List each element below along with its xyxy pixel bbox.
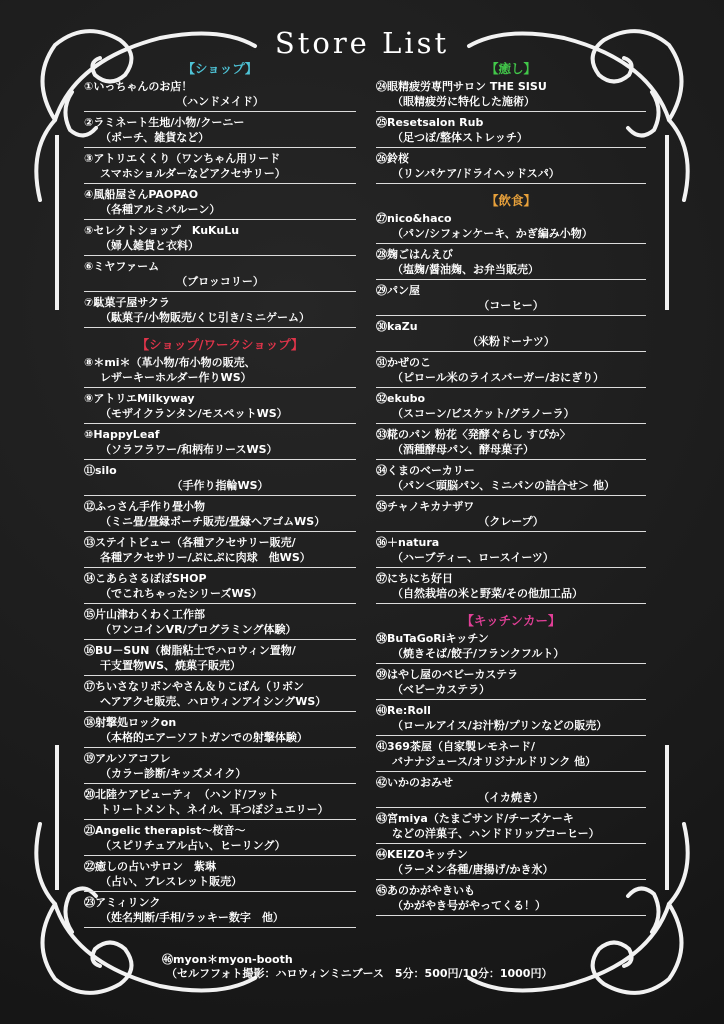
- store-description: （本格的エアーソフトガンでの射撃体験）: [100, 730, 308, 744]
- store-name: ㉟チャノキカナザワ: [376, 500, 475, 513]
- store-entry: [376, 776, 646, 808]
- store-description: （かがやき号がやってくる！）: [392, 898, 546, 912]
- store-name: ⑤セレクトショップ KuKuLu: [84, 224, 240, 237]
- store-entry: [84, 644, 356, 676]
- store-name: ②ラミネート生地/小物/クーニー: [84, 116, 245, 129]
- store-entry: [84, 116, 356, 148]
- store-entry: [376, 392, 646, 424]
- store-entry: [84, 788, 356, 820]
- store-name: ⑨アトリエMilkyway: [84, 392, 195, 405]
- store-name: ⑭こあらさるぼぼSHOP: [84, 572, 207, 585]
- store-entry: [376, 464, 646, 496]
- store-entry: [376, 320, 646, 352]
- store-name: ⑫ふっさん手作り畳小物: [84, 500, 205, 513]
- store-description: （姓名判断/手相/ラッキー数字 他）: [100, 910, 284, 924]
- store-entry: [84, 296, 356, 328]
- store-name: ①いっちゃんのお店！: [84, 80, 193, 93]
- store-entry: [84, 752, 356, 784]
- store-entry: [376, 212, 646, 244]
- right-column: [376, 62, 646, 926]
- store-description: バナナジュース/オリジナルドリンク 他）: [392, 754, 597, 768]
- store-description: （ハンドメイド）: [176, 94, 264, 108]
- store-entry: [84, 680, 356, 712]
- store-description: （セルフフォト撮影：ハロウィンミニブース 5分：500円/10分：1000円）: [166, 967, 553, 980]
- category-heading: 【ショップ】: [182, 61, 258, 76]
- store-description: （ワンコインVR/プログラミング体験）: [100, 622, 297, 636]
- store-name: ㉘麹ごはんえび: [376, 248, 453, 261]
- store-name: ⑩HappyLeaf: [84, 428, 160, 441]
- store-name: ㉕Resetsalon Rub: [376, 116, 484, 129]
- category-heading: 【キッチンカー】: [461, 613, 561, 628]
- store-description: （ソラフラワー/和柄布リースWS）: [100, 442, 278, 456]
- store-entry: [84, 536, 356, 568]
- store-description: （米粉ドーナツ）: [467, 334, 555, 348]
- store-entry: [376, 884, 646, 916]
- store-name: ㉑Angelic therapist～桜音～: [84, 824, 246, 837]
- store-entry: [84, 896, 356, 928]
- store-name: ㉞くまのベーカリー: [376, 464, 475, 477]
- store-description: （焼きそば/餃子/フランクフルト）: [392, 646, 565, 660]
- store-entry: [376, 80, 646, 112]
- store-entry: [376, 356, 646, 388]
- page-title: Store List: [274, 26, 450, 60]
- store-name: ㉓アミィリンク: [84, 896, 161, 909]
- store-description: （婦人雑貨と衣料）: [100, 238, 199, 252]
- section-gap: [376, 920, 646, 926]
- store-description: スマホショルダーなどアクセサリー）: [100, 166, 286, 180]
- store-name: ㉜ekubo: [376, 392, 426, 405]
- store-description: （ラーメン各種/唐揚げ/かき氷）: [392, 862, 554, 876]
- store-name: ⑳北陸ケアビューティ （ハンド/フット: [84, 788, 279, 801]
- store-name: ㊹KEIZOキッチン: [376, 848, 468, 861]
- store-entry: [84, 152, 356, 184]
- store-description: （リンパケア/ドライヘッドスパ）: [392, 166, 560, 180]
- store-name: ⑮片山津わくわく工作部: [84, 608, 205, 621]
- store-name: ㊷いかのおみせ: [376, 776, 453, 789]
- store-entry: [84, 188, 356, 220]
- store-description: （ミニ畳/畳縁ポーチ販売/畳縁ヘアゴムWS）: [100, 514, 326, 528]
- store-entry: [84, 824, 356, 856]
- store-description: （パン/シフォンケーキ、かぎ編み小物）: [392, 226, 593, 240]
- store-entry: [84, 428, 356, 460]
- store-entry: [84, 608, 356, 640]
- store-description: （ベビーカステラ）: [392, 682, 491, 696]
- store-description: （でこれちゃったシリーズWS）: [100, 586, 263, 600]
- store-name: ㉔眼精疲労専門サロン THE SISU: [376, 80, 547, 93]
- store-description: トリートメント、ネイル、耳つぼジュエリー）: [100, 802, 329, 816]
- bottom-store-entry: [162, 953, 582, 981]
- store-description: （眼精疲労に特化した施術）: [392, 94, 535, 108]
- store-description: （クレープ）: [478, 514, 544, 528]
- store-name: ⑪silo: [84, 464, 117, 477]
- store-name: ㉖鈴桜: [376, 152, 409, 165]
- store-description: （ブロッコリー）: [176, 274, 264, 288]
- store-description: （占い、ブレスレット販売）: [100, 874, 243, 888]
- store-entry: [84, 572, 356, 604]
- store-entry: [84, 224, 356, 256]
- store-description: 干支置物WS、焼菓子販売）: [100, 658, 242, 672]
- store-name: ㉝糀のパン 粉花〈発酵ぐらし すぴか〉: [376, 428, 571, 441]
- store-description: 各種アクセサリー/ぷにぷに肉球 他WS）: [100, 550, 311, 564]
- store-name: ㊵Re:Roll: [376, 704, 431, 717]
- store-entry: [376, 152, 646, 184]
- store-entry: [376, 668, 646, 700]
- store-name: ㉒癒しの占いサロン 紫琳: [84, 860, 216, 873]
- store-description: などの洋菓子、ハンドドリップコーヒー）: [392, 826, 600, 840]
- store-entry: [376, 704, 646, 736]
- store-entry: [376, 632, 646, 664]
- store-entry: [376, 500, 646, 532]
- store-entry: [376, 740, 646, 772]
- left-column: [84, 62, 356, 938]
- store-description: （カラー診断/キッズメイク）: [100, 766, 247, 780]
- store-entry: [376, 812, 646, 844]
- store-description: （ハーブティー、ロースイーツ）: [392, 550, 554, 564]
- store-description: （酒種酵母パン、酵母菓子）: [392, 442, 535, 456]
- store-description: （各種アルミバルーン）: [100, 202, 221, 216]
- store-entry: [84, 80, 356, 112]
- store-description: （ロールアイス/お汁粉/プリンなどの販売）: [392, 718, 608, 732]
- store-entry: [376, 572, 646, 604]
- store-entry: [376, 428, 646, 460]
- store-entry: [376, 284, 646, 316]
- store-description: （ピロール米のライスバーガー/おにぎり）: [392, 370, 605, 384]
- store-description: （自然栽培の米と野菜/その他加工品）: [392, 586, 584, 600]
- store-entry: [376, 848, 646, 880]
- store-description: （スコーン/ビスケット/グラノーラ）: [392, 406, 575, 420]
- store-name: ㉚kaZu: [376, 320, 418, 333]
- store-description: （モザイクランタン/モスペットWS）: [100, 406, 288, 420]
- store-description: （ポーチ、雑貨など）: [100, 130, 210, 144]
- store-name: ㊸宮miya（たまごサンド/チーズケーキ: [376, 812, 574, 825]
- store-name: ㉗nico&haco: [376, 212, 452, 225]
- store-entry: [84, 464, 356, 496]
- store-description: （スピリチュアル占い、ヒーリング）: [100, 838, 286, 852]
- store-entry: [84, 716, 356, 748]
- store-name: ⑱射撃処ロックon: [84, 716, 177, 729]
- store-name: ⑲アルソアコフレ: [84, 752, 171, 765]
- store-entry: [84, 500, 356, 532]
- store-description: ヘアアクセ販売、ハロウィンアイシングWS）: [100, 694, 327, 708]
- store-name: ⑬ステイトビュー（各種アクセサリー販売/: [84, 536, 296, 549]
- store-entry: [84, 392, 356, 424]
- store-entry: [376, 536, 646, 568]
- store-name: ⑧＊mi＊（革小物/布小物の販売、: [84, 356, 256, 369]
- category-heading: 【飲食】: [485, 193, 536, 208]
- store-name: ㉛かぜのこ: [376, 356, 431, 369]
- store-entry: [84, 860, 356, 892]
- store-name: ⑥ミヤファーム: [84, 260, 160, 273]
- store-name: ㊳BuTaGoRiキッチン: [376, 632, 489, 645]
- store-description: （イカ焼き）: [478, 790, 544, 804]
- store-name: ⑯BU－SUN（樹脂粘土でハロウィン置物/: [84, 644, 296, 657]
- store-description: （塩麹/醤油麹、お弁当販売）: [392, 262, 540, 276]
- store-name: ㊲にちにち好日: [376, 572, 453, 585]
- store-description: （駄菓子/小物販売/くじ引き/ミニゲーム）: [100, 310, 311, 324]
- store-description: （コーヒー）: [478, 298, 544, 312]
- store-description: （足つぼ/整体ストレッチ）: [392, 130, 528, 144]
- store-name: ㊶369茶屋（自家製レモネード/: [376, 740, 535, 753]
- store-name: ㊱＋natura: [376, 536, 440, 549]
- store-name: ③アトリエくくり（ワンちゃん用リード: [84, 152, 281, 165]
- store-description: （パン＜頭脳パン、ミニパンの詰合せ＞ 他）: [392, 478, 615, 492]
- store-name: ㊺あのかがやきいも: [376, 884, 475, 897]
- section-gap: [84, 932, 356, 938]
- store-description: レザーキーホルダー作りWS）: [100, 370, 252, 384]
- store-name: ㉙パン屋: [376, 284, 420, 297]
- store-name: ㊴はやし屋のベビーカステラ: [376, 668, 519, 681]
- store-entry: [84, 356, 356, 388]
- store-entry: [376, 248, 646, 280]
- store-name: ⑰ちいさなリボンやさん＆りこぱん（リボン: [84, 680, 304, 693]
- store-entry: [84, 260, 356, 292]
- category-heading: 【ショップ/ワークショップ】: [136, 337, 304, 352]
- store-name: ㊻myon＊myon-booth: [162, 953, 293, 966]
- store-name: ④風船屋さんPAOPAO: [84, 188, 199, 201]
- store-entry: [376, 116, 646, 148]
- store-description: （手作り指輪WS）: [171, 478, 269, 492]
- category-heading: 【癒し】: [485, 61, 536, 76]
- store-name: ⑦駄菓子屋サクラ: [84, 296, 170, 309]
